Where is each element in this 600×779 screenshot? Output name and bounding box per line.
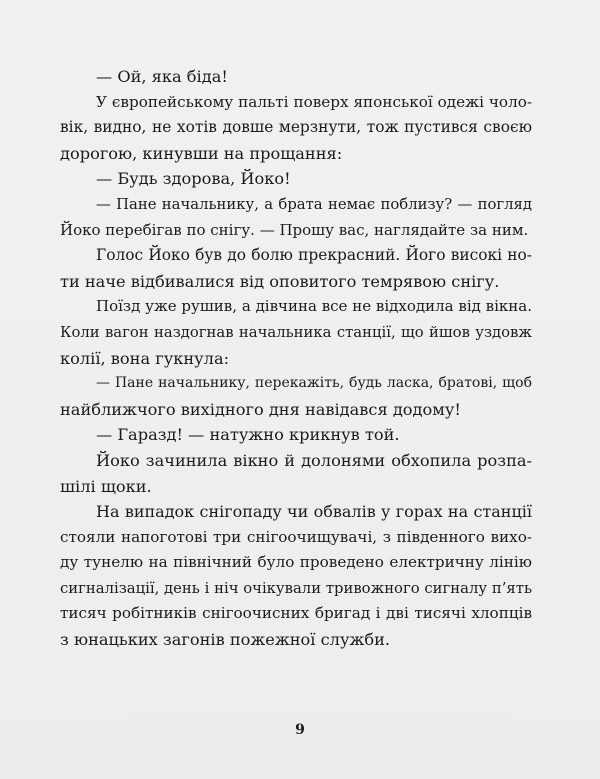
- text-line: ду тунелю на північний було проведено електричну лінію: [60, 553, 532, 572]
- text-line: Голос Йоко був до болю прекрасний. Його високі но-: [96, 246, 532, 265]
- page-number: 9: [295, 722, 305, 738]
- text-line: сигналізації, день і ніч очікували тривожного сигналу п’ять: [60, 579, 532, 597]
- text-line: — Ой, яка біда!: [96, 67, 228, 86]
- text-line: з юнацьких загонів пожежної служби.: [60, 630, 391, 650]
- text-line: тисяч робітників снігоочисних бригад і дві тисячі хлопців: [60, 604, 532, 623]
- text-line: У європейському пальті поверх японської одежі чоло-: [96, 92, 532, 111]
- text-line: дорогою, кинувши на прощання:: [60, 143, 343, 163]
- text-line: — Будь здорова, Йоко!: [96, 169, 291, 189]
- text-line: Йоко зачинила вікно й долонями обхопила розпа-: [96, 450, 532, 470]
- text-line: шілі щоки.: [60, 476, 152, 496]
- text-line: — Пане начальнику, а брата немає поблизу? — погляд: [96, 195, 532, 213]
- text-line: Поїзд уже рушив, а дівчина все не відходила від вікна.: [96, 297, 532, 316]
- text-line: На випадок снігопаду чи обвалів у горах на станції: [96, 502, 532, 522]
- text-line: Йоко перебігав по снігу. — Прошу вас, наглядайте за ним.: [60, 220, 529, 239]
- text-line: ти наче відбивалися від оповитого темрявою снігу.: [60, 271, 500, 291]
- text-line: колії, вона гукнула:: [60, 348, 230, 368]
- body-text: [60, 64, 532, 653]
- text-line: — Гаразд! — натужно крикнув той.: [96, 425, 400, 445]
- text-line: Коли вагон наздогнав начальника станції, що йшов уздовж: [60, 323, 532, 341]
- text-line: найближчого вихідного дня навідався додому!: [60, 399, 461, 419]
- text-line: — Пане начальнику, перекажіть, будь ласка, братові, щоб: [96, 375, 532, 392]
- text-line: вік, видно, не хотів довше мерзнути, тож пустився своєю: [60, 118, 532, 137]
- text-line: стояли напоготові три снігоочищувачі, з південного вихо-: [60, 527, 532, 546]
